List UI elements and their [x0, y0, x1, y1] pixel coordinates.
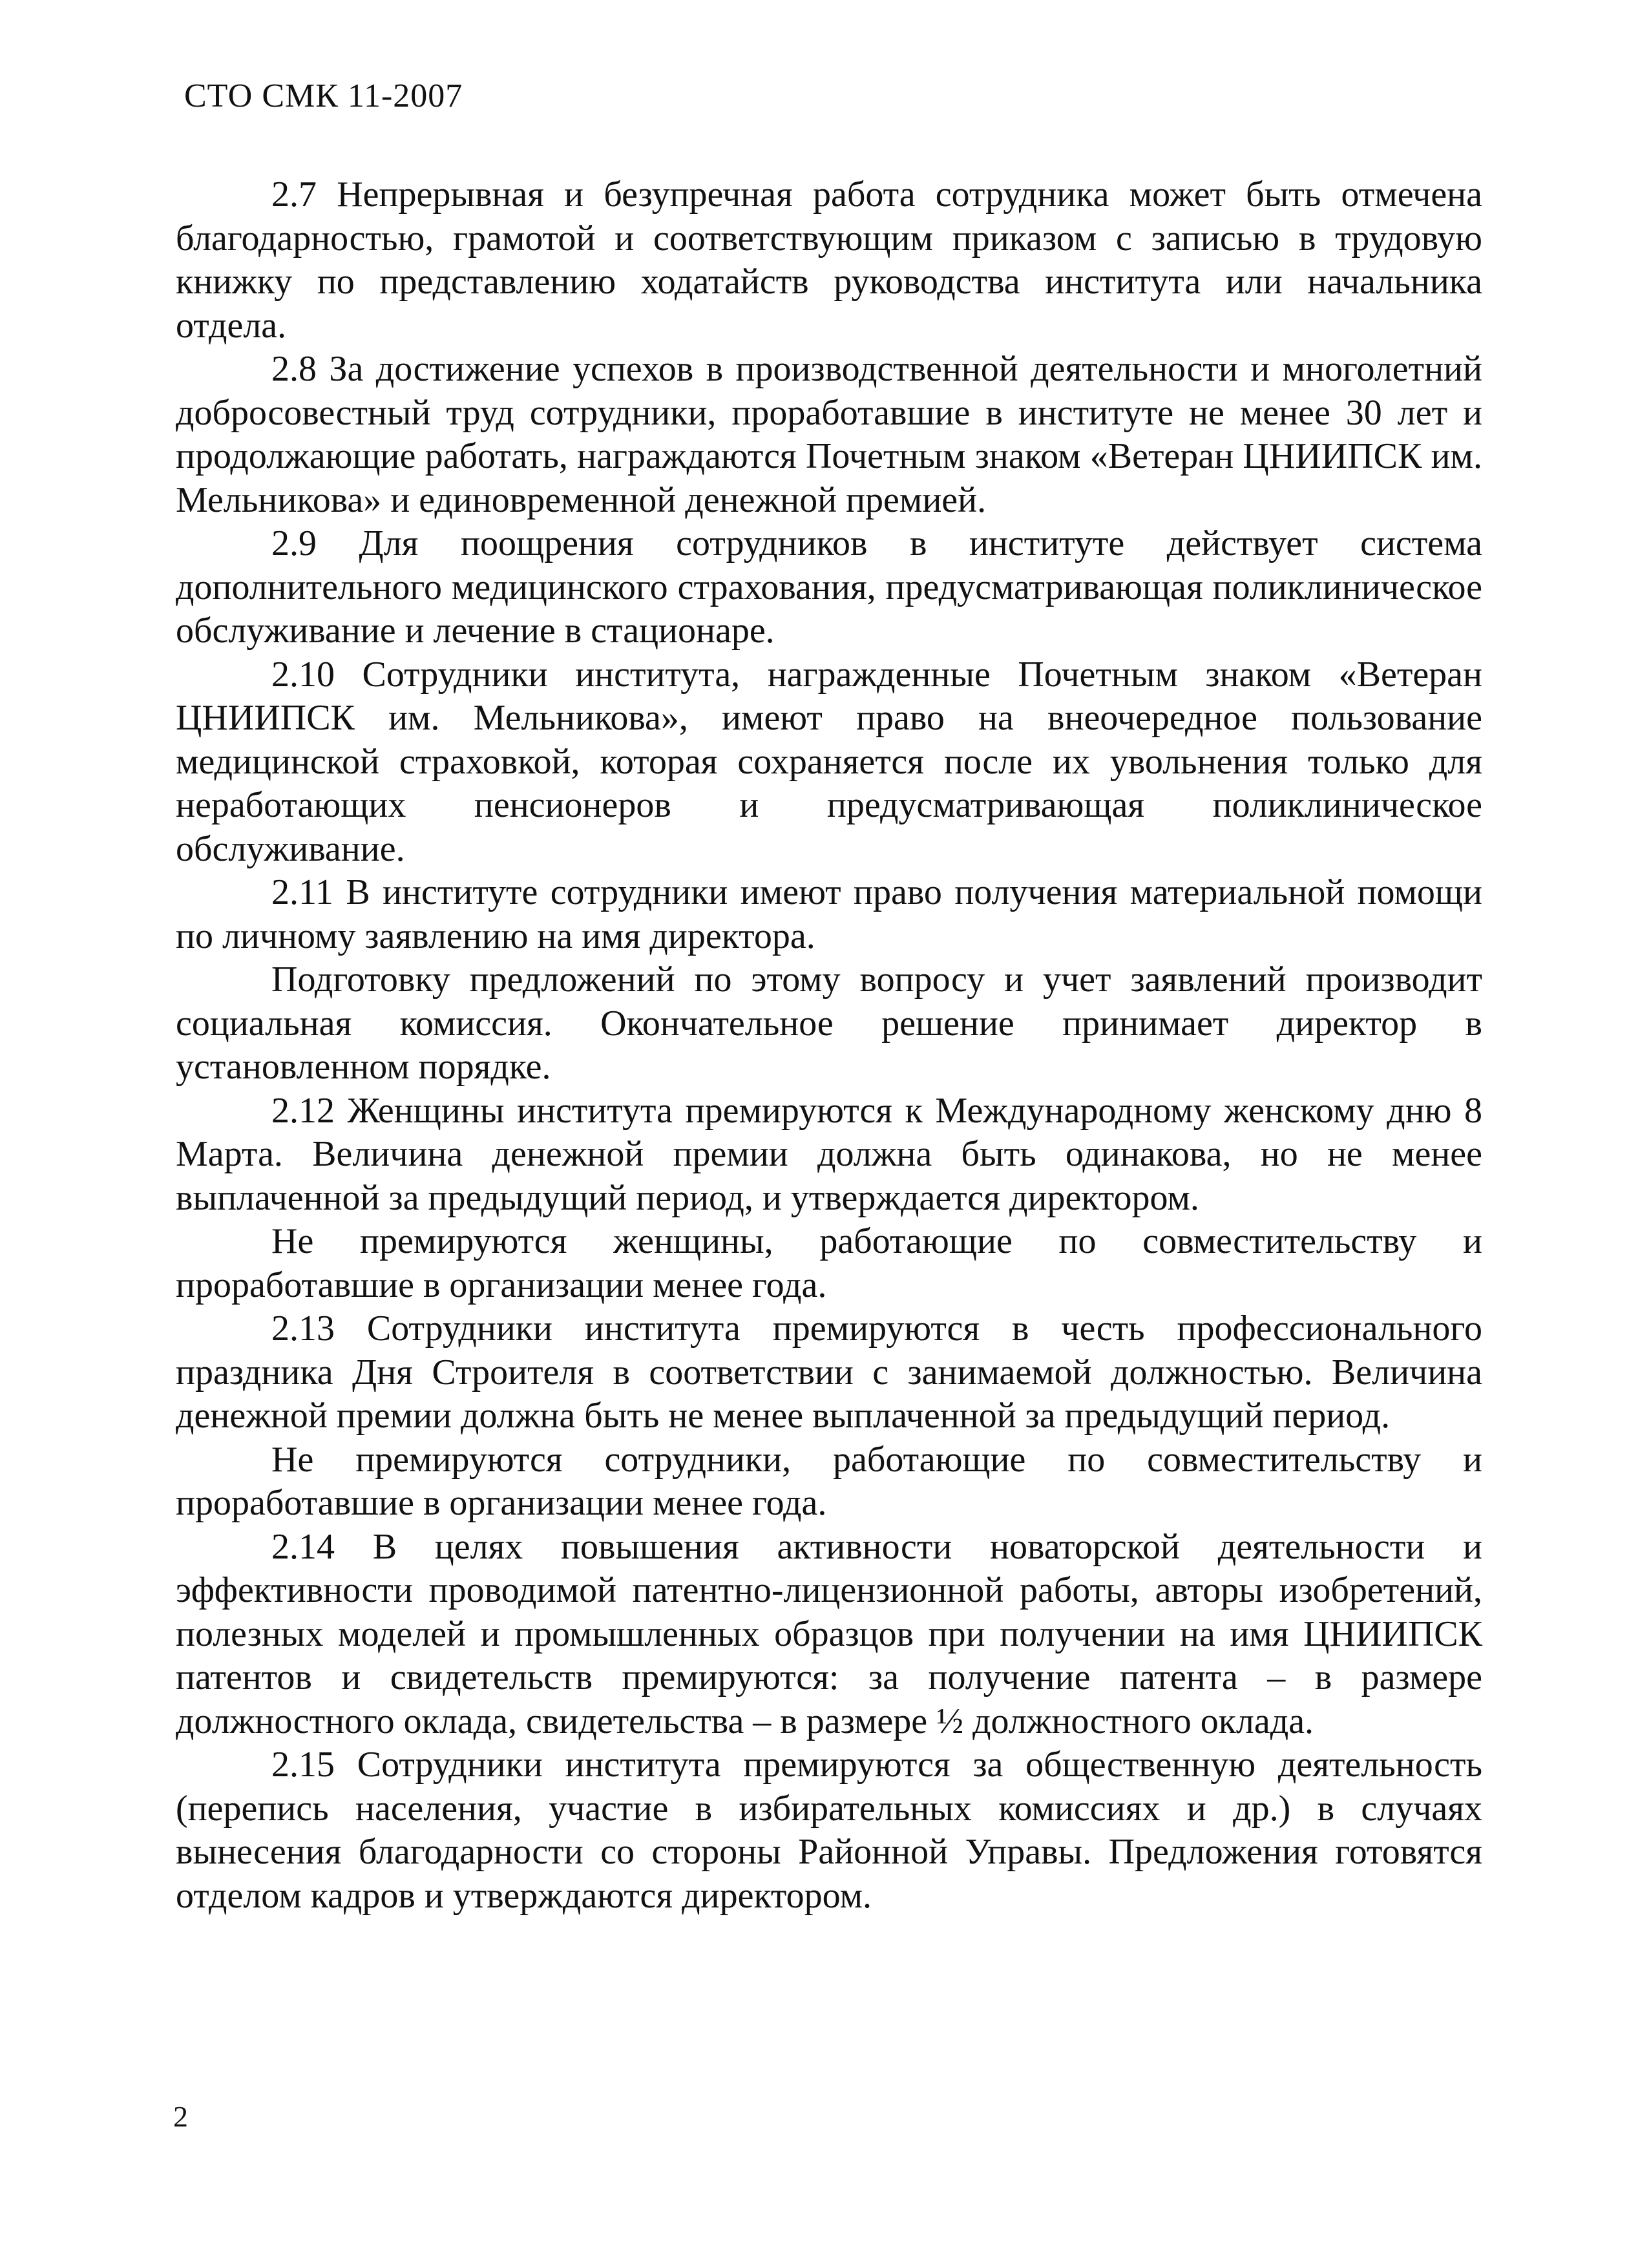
- paragraph-2-13-continuation: Не премируются сотрудники, работающие по совместительству и проработавшие в организации менее года.: [176, 1439, 1482, 1523]
- paragraph-2-11-continuation: Подготовку предложений по этому вопросу и учет заявлений производит социальная комиссия. Окончательное решение принимает директор в установленном порядке.: [176, 960, 1482, 1087]
- page-number: 2: [173, 2100, 188, 2133]
- paragraph-2-13: 2.13 Сотрудники института премируются в честь профессионального праздника Дня Строителя в соответствии с занимаемой должностью. Величина денежной премии должна быть не менее выплаченной за предыдущий период.: [176, 1308, 1482, 1436]
- paragraph-2-8: 2.8 За достижение успехов в производственной деятельности и многолетний добросовестный труд сотрудники, проработавшие в институте не менее 30 лет и продолжающие работать, награждаются Почетным знаком «Ветеран ЦНИИПСК им. Мельникова» и единовременной денежной премией.: [176, 349, 1482, 520]
- paragraph-2-7: 2.7 Непрерывная и безупречная работа сотрудника может быть отмечена благодарностью, грамотой и соответствующим приказом с записью в трудовую книжку по представлению ходатайств руководства института или начальника отдела.: [176, 174, 1482, 346]
- paragraph-2-14: 2.14 В целях повышения активности новаторской деятельности и эффективности проводимой патентно-лицензионной работы, авторы изобретений, полезных моделей и промышленных образцов при получении на имя ЦНИИПСК патентов и свидетельств премируются: за получение патента – в размере должностного оклада, свидетельства – в размере ½ должностного оклада.: [176, 1526, 1482, 1741]
- document-code-header: СТО СМК 11-2007: [184, 78, 463, 114]
- paragraph-2-9: 2.9 Для поощрения сотрудников в институте действует система дополнительного медицинского страхования, предусматривающая поликлиническое обслуживание и лечение в стационаре.: [176, 523, 1482, 651]
- paragraph-2-12-continuation: Не премируются женщины, работающие по совместительству и проработавшие в организации менее года.: [176, 1221, 1482, 1305]
- paragraph-2-12: 2.12 Женщины института премируются к Международному женскому дню 8 Марта. Величина денежной премии должна быть одинакова, но не менее выплаченной за предыдущий период, и утверждается директором.: [176, 1090, 1482, 1218]
- paragraph-2-10: 2.10 Сотрудники института, награжденные Почетным знаком «Ветеран ЦНИИПСК им. Мельникова», имеют право на внеочередное пользование медицинской страховкой, которая сохраняется после их увольнения только для неработающих пенсионеров и предусматривающая поликлиническое обслуживание.: [176, 654, 1482, 869]
- paragraph-2-15: 2.15 Сотрудники института премируются за общественную деятельность (перепись населения, участие в избирательных комиссиях и др.) в случаях вынесения благодарности со стороны Районной Управы. Предложения готовятся отделом кадров и утверждаются директором.: [176, 1745, 1482, 1916]
- paragraph-2-11: 2.11 В институте сотрудники имеют право получения материальной помощи по личному заявлению на имя директора.: [176, 872, 1482, 956]
- document-body: [176, 173, 1482, 1918]
